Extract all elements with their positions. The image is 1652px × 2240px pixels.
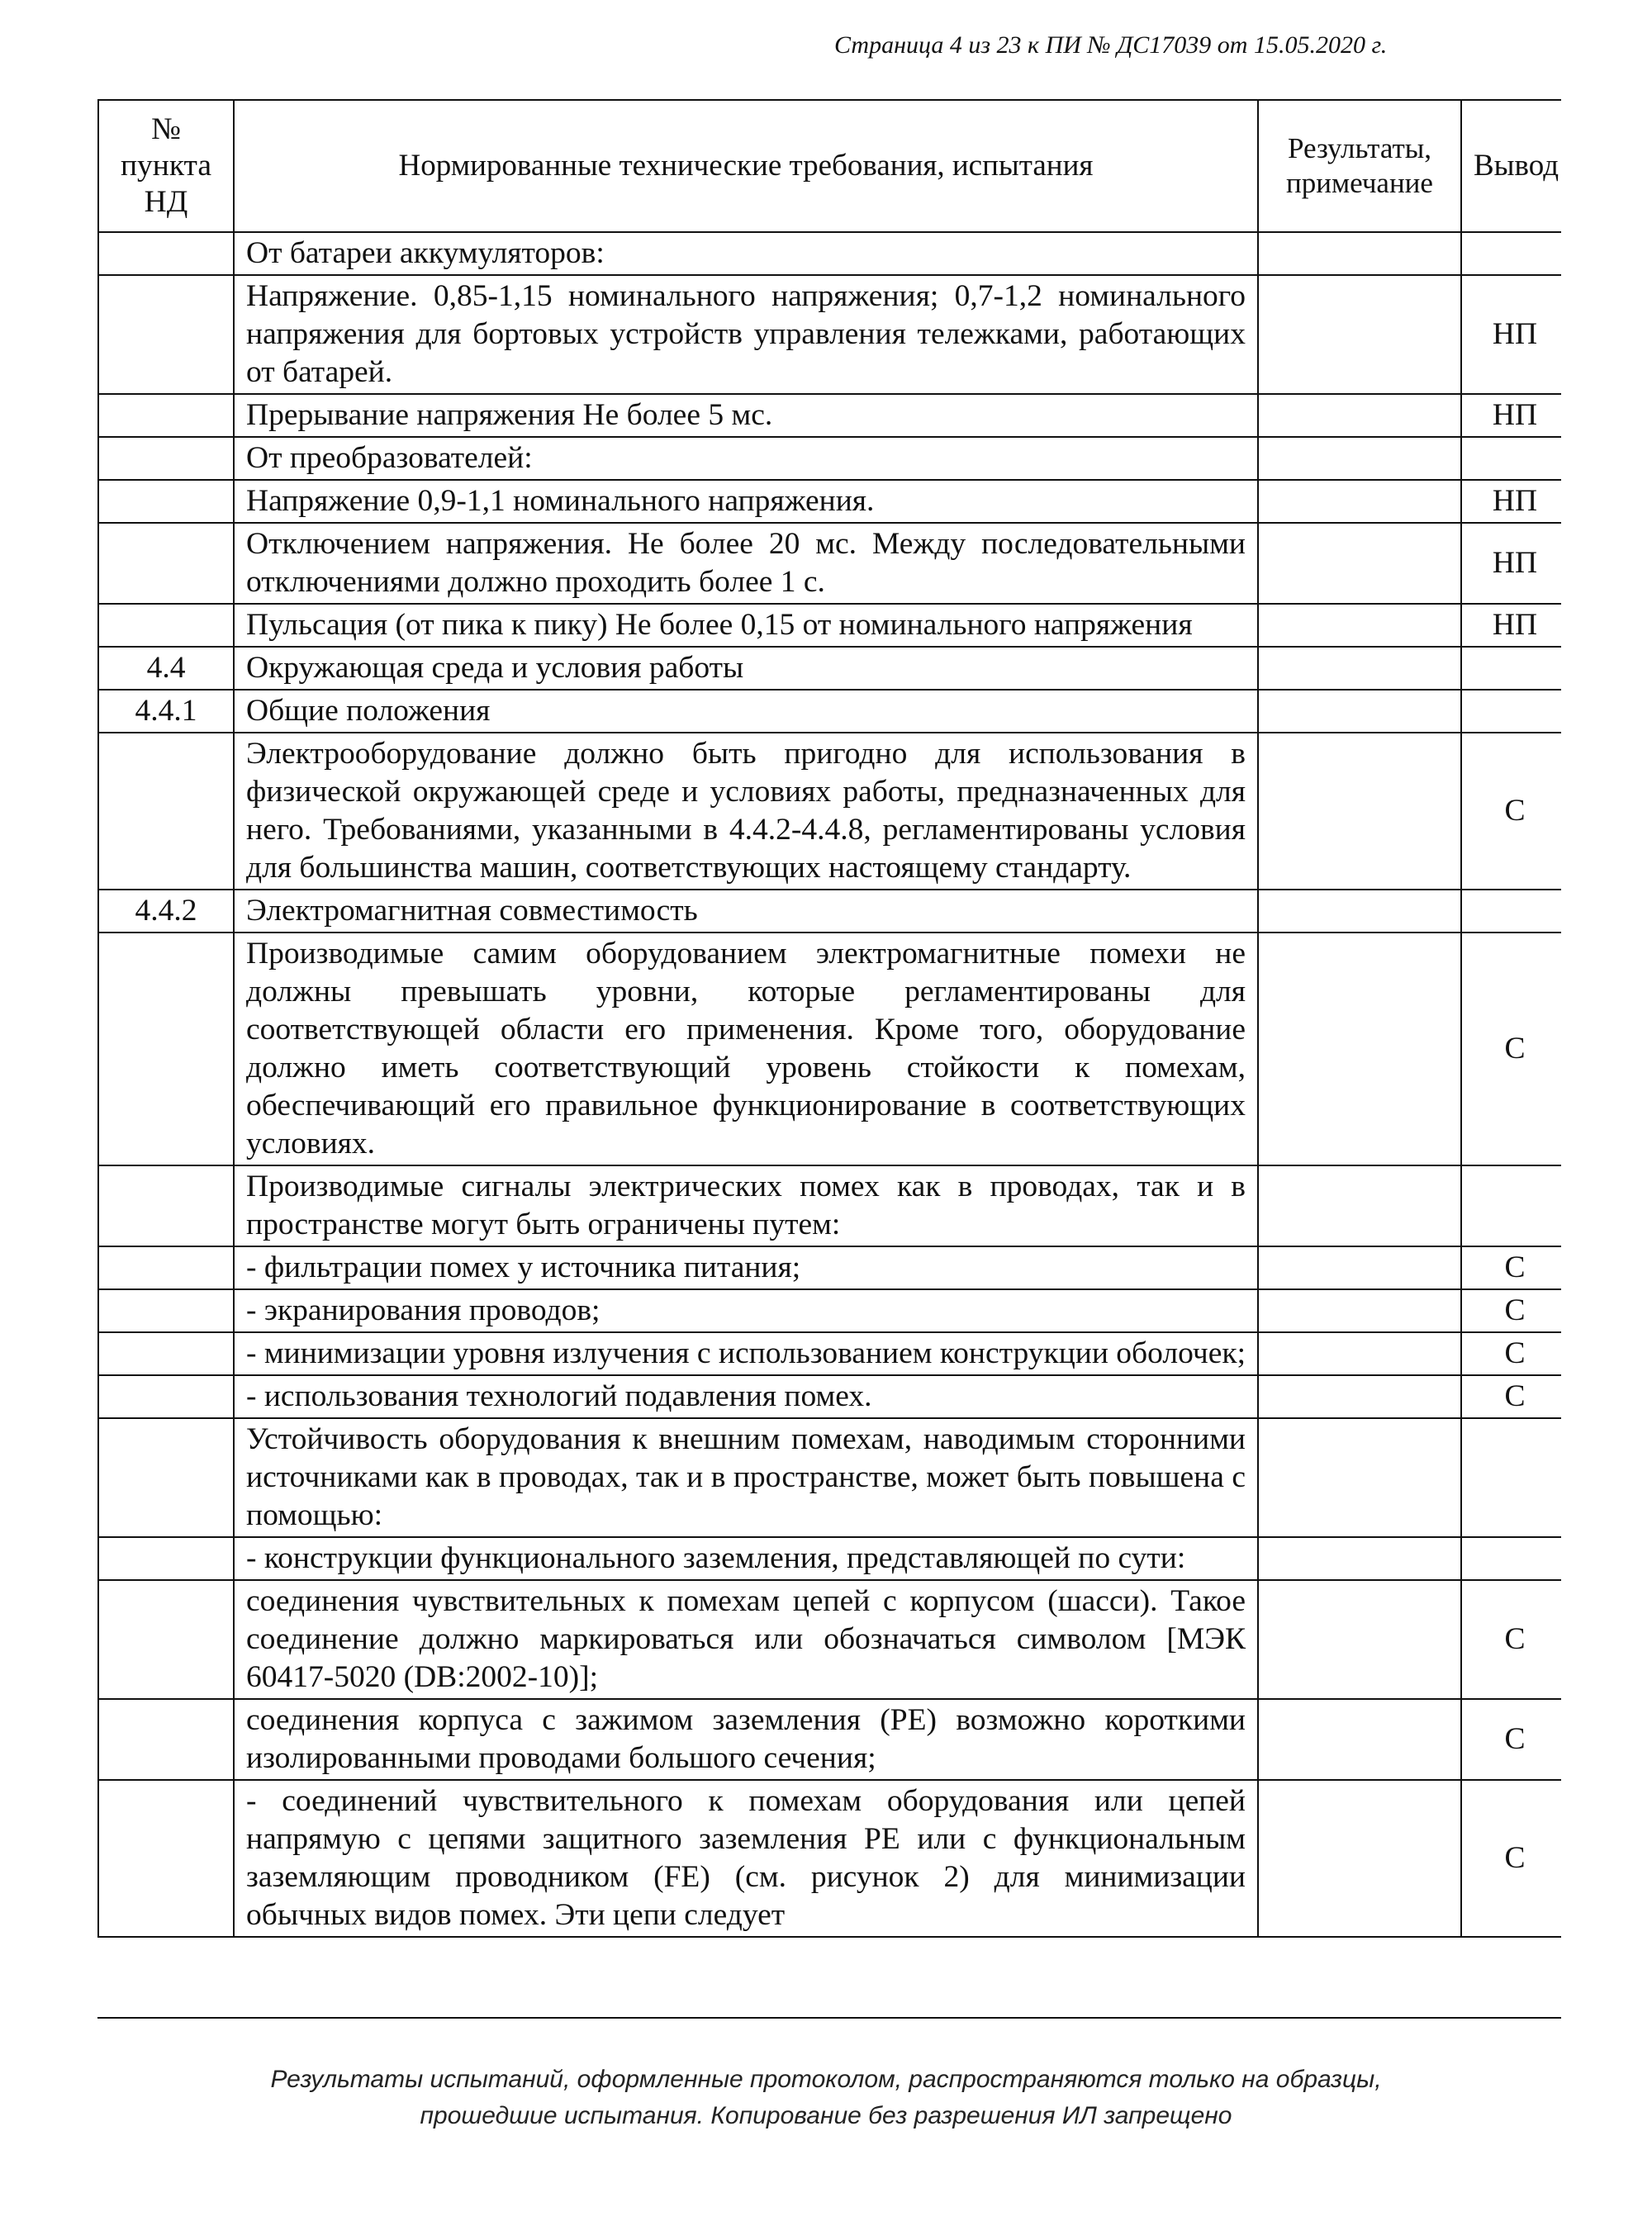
- clause-number-cell: [98, 523, 234, 604]
- table-row: [98, 1699, 1561, 1780]
- requirement-text-cell: Окружающая среда и условия работы: [234, 647, 1258, 690]
- requirement-text-cell: От преобразователей:: [234, 437, 1258, 480]
- column-header-requirements: Нормированные технические требования, испытания: [234, 100, 1258, 232]
- table-row: [98, 604, 1561, 647]
- clause-number-cell: 4.4.1: [98, 690, 234, 733]
- clause-number-cell: [98, 1332, 234, 1375]
- conclusion-cell: НП: [1461, 604, 1561, 647]
- table-row: [98, 1289, 1561, 1332]
- column-header-results: Результаты, примечание: [1258, 100, 1461, 232]
- clause-number-cell: [98, 1375, 234, 1418]
- footer-line-1: Результаты испытаний, оформленные протоколом, распространяются только на образцы,: [270, 2066, 1382, 2093]
- conclusion-cell: С: [1461, 933, 1561, 1165]
- conclusion-cell: [1461, 690, 1561, 733]
- table-row: [98, 690, 1561, 733]
- conclusion-cell: [1461, 437, 1561, 480]
- result-cell: [1258, 1332, 1461, 1375]
- clause-number-cell: [98, 1289, 234, 1332]
- requirement-text-cell: Напряжение 0,9-1,1 номинального напряжения.: [234, 480, 1258, 523]
- table-row: [98, 933, 1561, 1165]
- result-cell: [1258, 1246, 1461, 1289]
- requirement-text-cell: - использования технологий подавления помех.: [234, 1375, 1258, 1418]
- table-row: [98, 1375, 1561, 1418]
- requirement-text-cell: Напряжение. 0,85-1,15 номинального напряжения; 0,7-1,2 номинального напряжения для бортовых устройств управления тележками, работающих от батарей.: [234, 275, 1258, 394]
- table-row: [98, 647, 1561, 690]
- result-cell: [1258, 690, 1461, 733]
- conclusion-cell: [1461, 647, 1561, 690]
- page-header: Страница 4 из 23 к ПИ № ДС17039 от 15.05.2020 г.: [834, 31, 1388, 59]
- result-cell: [1258, 890, 1461, 933]
- conclusion-cell: С: [1461, 1580, 1561, 1699]
- conclusion-cell: С: [1461, 1375, 1561, 1418]
- clause-number-cell: [98, 1165, 234, 1246]
- column-header-conclusion: Вывод: [1461, 100, 1561, 232]
- result-cell: [1258, 1699, 1461, 1780]
- result-cell: [1258, 647, 1461, 690]
- clause-number-cell: [98, 1418, 234, 1537]
- conclusion-cell: [1461, 1165, 1561, 1246]
- requirements-table-wrapper: [97, 99, 1561, 2019]
- clause-number-cell: [98, 275, 234, 394]
- result-cell: [1258, 523, 1461, 604]
- conclusion-cell: [1461, 232, 1561, 275]
- conclusion-cell: С: [1461, 1246, 1561, 1289]
- clause-number-cell: [98, 604, 234, 647]
- clause-number-cell: [98, 1246, 234, 1289]
- table-row: [98, 1246, 1561, 1289]
- requirement-text-cell: Общие положения: [234, 690, 1258, 733]
- conclusion-cell: [1461, 890, 1561, 933]
- footer-line-2: прошедшие испытания. Копирование без разрешения ИЛ запрещено: [420, 2102, 1232, 2129]
- table-row: [98, 1165, 1561, 1246]
- table-row: [98, 394, 1561, 437]
- result-cell: [1258, 1165, 1461, 1246]
- conclusion-cell: С: [1461, 1289, 1561, 1332]
- requirement-text-cell: Электрооборудование должно быть пригодно для использования в физической окружающей среде и условиях работы, предназначенных для него. Требованиями, указанными в 4.4.2-4.4.8, регламентированы условия для большинства машин, соответствующих настоящему стандарту.: [234, 733, 1258, 890]
- table-row: [98, 232, 1561, 275]
- requirement-text-cell: - конструкции функционального заземления, представляющей по сути:: [234, 1537, 1258, 1580]
- requirement-text-cell: Устойчивость оборудования к внешним помехам, наводимым сторонними источниками как в проводах, так и в пространстве, может быть повышена с помощью:: [234, 1418, 1258, 1537]
- requirement-text-cell: Производимые сигналы электрических помех как в проводах, так и в пространстве могут быть ограничены путем:: [234, 1165, 1258, 1246]
- footer-disclaimer: [165, 2062, 1487, 2134]
- result-cell: [1258, 733, 1461, 890]
- requirement-text-cell: Электромагнитная совместимость: [234, 890, 1258, 933]
- requirement-text-cell: соединения чувствительных к помехам цепей с корпусом (шасси). Такое соединение должно маркироваться или обозначаться символом [МЭК 60417-5020 (DB:2002-10)];: [234, 1580, 1258, 1699]
- table-row: [98, 275, 1561, 394]
- clause-number-cell: [98, 1699, 234, 1780]
- clause-number-cell: [98, 232, 234, 275]
- requirement-text-cell: Прерывание напряжения Не более 5 мс.: [234, 394, 1258, 437]
- result-cell: [1258, 1289, 1461, 1332]
- result-cell: [1258, 232, 1461, 275]
- result-cell: [1258, 275, 1461, 394]
- result-cell: [1258, 1375, 1461, 1418]
- conclusion-cell: [1461, 1418, 1561, 1537]
- conclusion-cell: НП: [1461, 394, 1561, 437]
- requirement-text-cell: Производимые самим оборудованием электромагнитные помехи не должны превышать уровни, которые регламентированы для соответствующей области его применения. Кроме того, оборудование должно иметь соответствующий уровень стойкости к помехам, обеспечивающий его правильное функционирование в соответствующих условиях.: [234, 933, 1258, 1165]
- conclusion-cell: НП: [1461, 480, 1561, 523]
- conclusion-cell: С: [1461, 1699, 1561, 1780]
- result-cell: [1258, 1580, 1461, 1699]
- requirement-text-cell: От батареи аккумуляторов:: [234, 232, 1258, 275]
- table-row: [98, 890, 1561, 933]
- conclusion-cell: НП: [1461, 275, 1561, 394]
- clause-number-cell: [98, 1580, 234, 1699]
- requirement-text-cell: соединения корпуса с зажимом заземления (РЕ) возможно короткими изолированными проводами большого сечения;: [234, 1699, 1258, 1780]
- table-row: [98, 1780, 1561, 1937]
- result-cell: [1258, 1418, 1461, 1537]
- result-cell: [1258, 394, 1461, 437]
- clause-number-cell: [98, 1537, 234, 1580]
- table-row: [98, 1537, 1561, 1580]
- table-row: [98, 1332, 1561, 1375]
- table-row: [98, 1580, 1561, 1699]
- table-row: [98, 437, 1561, 480]
- result-cell: [1258, 1537, 1461, 1580]
- clause-number-cell: [98, 1780, 234, 1937]
- requirement-text-cell: Пульсация (от пика к пику) Не более 0,15 от номинального напряжения: [234, 604, 1258, 647]
- clause-number-cell: [98, 394, 234, 437]
- conclusion-cell: С: [1461, 733, 1561, 890]
- conclusion-cell: НП: [1461, 523, 1561, 604]
- conclusion-cell: [1461, 1537, 1561, 1580]
- requirement-text-cell: - фильтрации помех у источника питания;: [234, 1246, 1258, 1289]
- requirement-text-cell: - экранирования проводов;: [234, 1289, 1258, 1332]
- clause-number-cell: [98, 733, 234, 890]
- result-cell: [1258, 1780, 1461, 1937]
- table-row: [98, 1418, 1561, 1537]
- result-cell: [1258, 437, 1461, 480]
- column-header-num: № пункта НД: [98, 100, 234, 232]
- clause-number-cell: [98, 480, 234, 523]
- clause-number-cell: 4.4.2: [98, 890, 234, 933]
- clause-number-cell: 4.4: [98, 647, 234, 690]
- conclusion-cell: С: [1461, 1780, 1561, 1937]
- conclusion-cell: С: [1461, 1332, 1561, 1375]
- clause-number-cell: [98, 437, 234, 480]
- requirement-text-cell: - соединений чувствительного к помехам оборудования или цепей напрямую с цепями защитного заземления РЕ или с функциональным заземляющим проводником (FE) (см. рисунок 2) для минимизации обычных видов помех. Эти цепи следует: [234, 1780, 1258, 1937]
- requirements-table: [97, 99, 1561, 1938]
- table-row: [98, 523, 1561, 604]
- clause-number-cell: [98, 933, 234, 1165]
- result-cell: [1258, 933, 1461, 1165]
- table-row: [98, 480, 1561, 523]
- result-cell: [1258, 480, 1461, 523]
- table-header-row: [98, 100, 1561, 232]
- result-cell: [1258, 604, 1461, 647]
- requirement-text-cell: - минимизации уровня излучения с использованием конструкции оболочек;: [234, 1332, 1258, 1375]
- requirement-text-cell: Отключением напряжения. Не более 20 мс. Между последовательными отключениями должно проходить более 1 с.: [234, 523, 1258, 604]
- table-row: [98, 733, 1561, 890]
